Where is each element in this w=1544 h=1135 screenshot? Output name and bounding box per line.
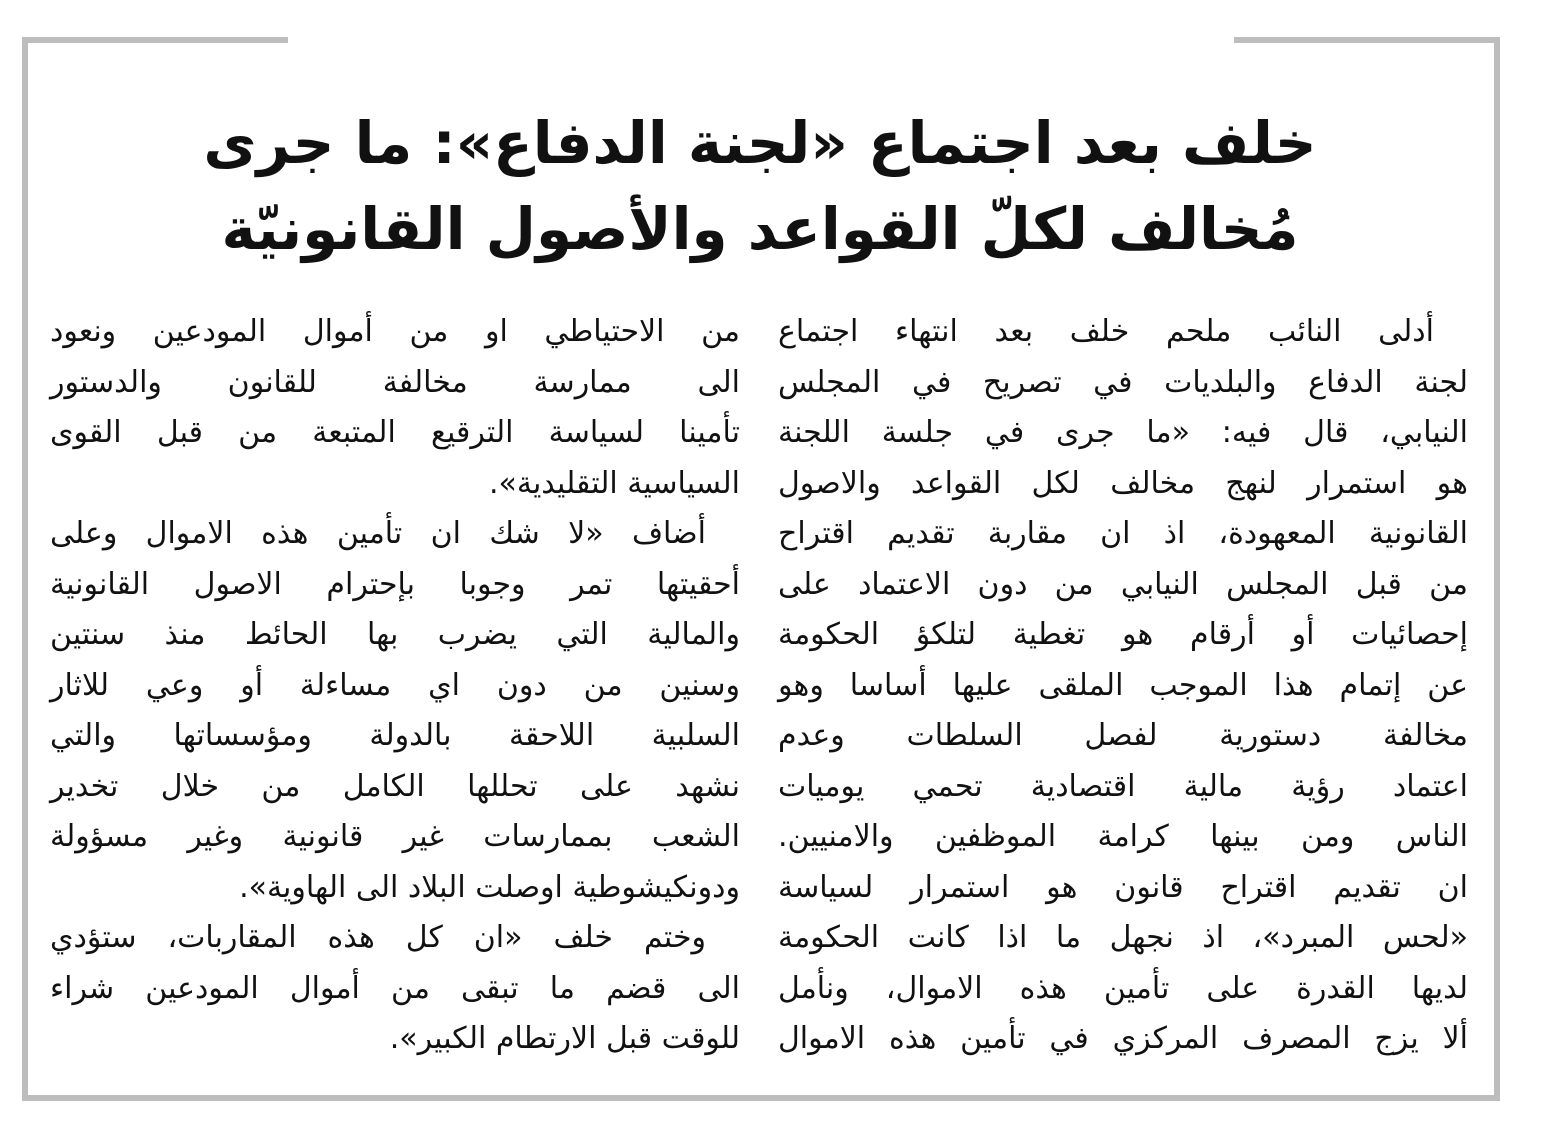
body-line: لديها القدرة على تأمين هذه الاموال، ونأمل [778,970,1468,1006]
body-line: مخالفة دستورية لفصل السلطات وعدم [778,718,1468,753]
body-line: أدلى النائب ملحم خلف بعد انتهاء اجتماع [778,314,1434,349]
body-line: ألا يزج المصرف المركزي في تأمين هذه الاموال [778,1021,1468,1056]
body-line: «لحس المبرد»، اذ نجهل ما اذا كانت الحكومة [778,920,1468,955]
body-line: من قبل المجلس النيابي من دون الاعتماد على [778,566,1468,602]
body-line: إحصائيات أو أرقام هو تغطية لتلكؤ الحكومة [778,617,1468,652]
body-line: نشهد على تحللها الكامل من خلال تخدير [50,768,740,804]
body-line: وختم خلف «ان كل هذه المقاربات، ستؤدي [50,920,706,955]
body-line: الشعب بممارسات غير قانونية وغير مسؤولة [50,819,740,854]
body-line: ان تقديم اقتراح قانون هو استمرار لسياسة [778,869,1468,905]
body-line: للوقت قبل الارتطام الكبير». [389,1021,740,1056]
body-line: الى قضم ما تبقى من أموال المودعين شراء [50,970,740,1006]
frame-top-right-border [1234,37,1500,43]
frame-left-border [22,37,28,1101]
frame-top-left-border [22,37,288,43]
article-column-right [778,307,1468,1065]
body-line: هو استمرار لنهج مخالف لكل القواعد والاصول [778,465,1468,501]
body-line: الناس ومن بينها كرامة الموظفين والامنيين. [778,819,1468,854]
article-headline [60,100,1460,272]
headline-line-1: خلف بعد اجتماع «لجنة الدفاع»: ما جرى [203,109,1317,177]
body-line: الى ممارسة مخالفة للقانون والدستور [50,364,740,400]
body-line: السلبية اللاحقة بالدولة ومؤسساتها والتي [50,718,740,753]
body-line: تأمينا لسياسة الترقيع المتبعة من قبل القوى [50,415,740,450]
body-line: أحقيتها تمر وجوبا بإحترام الاصول القانونية [50,566,740,602]
body-line: اعتماد رؤية مالية اقتصادية تحمي يوميات [778,768,1468,804]
headline-line-2: مُخالف لكلّ القواعد والأصول القانونيّة [221,195,1299,263]
body-line: من الاحتياطي او من أموال المودعين ونعود [50,314,740,349]
body-line: أضاف «لا شك ان تأمين هذه الاموال وعلى [50,516,706,551]
body-line: عن إتمام هذا الموجب الملقى عليها أساسا وهو [778,667,1468,703]
body-line: لجنة الدفاع والبلديات في تصريح في المجلس [778,364,1468,400]
body-line: النيابي، قال فيه: «ما جرى في جلسة اللجنة [778,415,1468,450]
body-line: ودونكيشوطية اوصلت البلاد الى الهاوية». [239,869,740,905]
body-line: السياسية التقليدية». [488,465,740,501]
body-line: القانونية المعهودة، اذ ان مقاربة تقديم اقتراح [778,516,1468,551]
article-column-left [50,307,740,1065]
frame-right-border [1494,37,1500,1101]
body-line: والمالية التي يضرب بها الحائط منذ سنتين [50,617,740,652]
body-line: وسنين من دون اي مساءلة أو وعي للاثار [50,667,740,703]
frame-bottom-border [22,1095,1500,1101]
